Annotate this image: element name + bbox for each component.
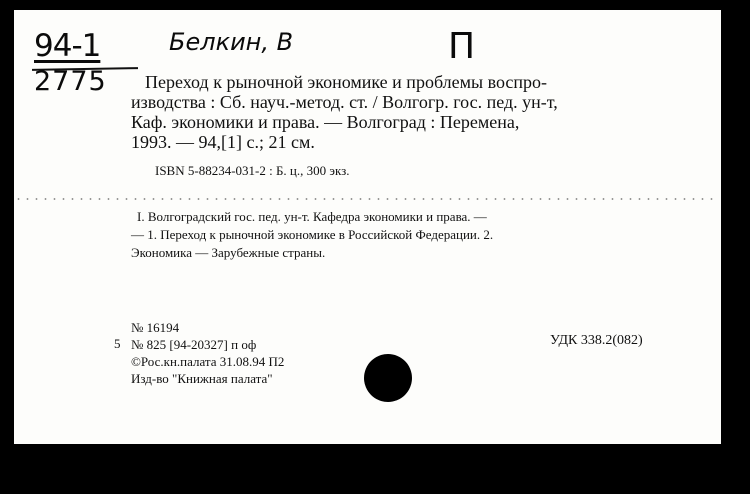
catalog-letter: П bbox=[448, 26, 476, 67]
registration-line: Изд-во "Книжная палата" bbox=[131, 371, 273, 386]
bibliographic-description bbox=[131, 72, 691, 152]
registration-line: № 16194 bbox=[131, 320, 180, 335]
punch-hole bbox=[364, 354, 412, 402]
shelf-mark-top: 94-1 bbox=[34, 28, 101, 64]
registration-line: ©Рос.кн.палата 31.08.94 П2 bbox=[131, 354, 285, 369]
tracing-line: Экономика — Зарубежные страны. bbox=[131, 245, 326, 260]
registration-line: № 825 [94-20327] п оф bbox=[131, 337, 257, 352]
shelf-mark-bottom: 2775 bbox=[34, 66, 107, 97]
catalog-card bbox=[14, 10, 721, 444]
subject-tracings bbox=[131, 208, 691, 262]
tracing-line: I. Волгоградский гос. пед. ун-т. Кафедра экономики и права. — bbox=[137, 209, 487, 224]
description-line: 1993. — 94,[1] с.; 21 см. bbox=[131, 132, 315, 152]
dotted-divider bbox=[14, 198, 714, 200]
tracing-line: — 1. Переход к рыночной экономике в Российской Федерации. 2. bbox=[131, 227, 494, 242]
registration-block bbox=[131, 319, 284, 387]
description-line: изводства : Сб. науч.-метод. ст. / Волгогр. гос. пед. ун-т, bbox=[131, 92, 558, 112]
description-line: Переход к рыночной экономике и проблемы воспро- bbox=[145, 72, 548, 92]
lead-number: 5 bbox=[114, 336, 121, 351]
isbn-line: ISBN 5-88234-031-2 : Б. ц., 300 экз. bbox=[155, 163, 350, 178]
udk-code: УДК 338.2(082) bbox=[550, 333, 643, 348]
description-line: Каф. экономики и права. — Волгоград : Перемена, bbox=[131, 112, 520, 132]
author-handwritten: Белкин, В bbox=[169, 28, 294, 56]
